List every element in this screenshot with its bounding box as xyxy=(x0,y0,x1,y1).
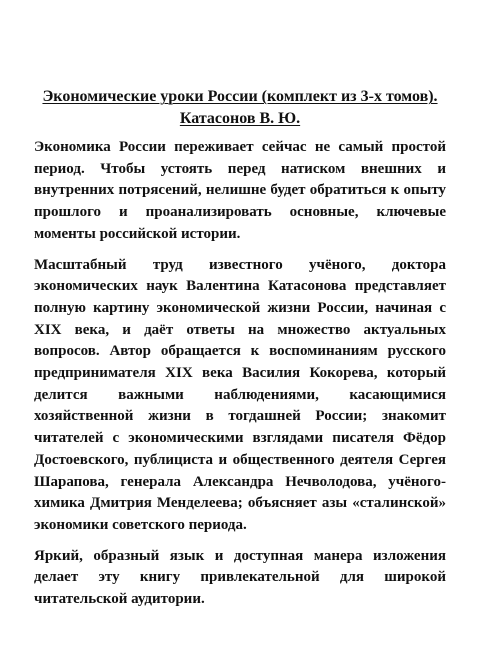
paragraph-conclusion: Яркий, образный язык и доступная манера изложения делает эту книгу привлекательной для широкой читательской аудитории. xyxy=(34,547,446,608)
paragraph-intro: Экономика России переживает сейчас не самый простой период. Чтобы устоять перед натиском внешних и внутренних потрясений, нелишне будет обратиться к опыту прошлого и проанализировать основные, ключевые моменты российской истории. xyxy=(34,139,446,242)
document-title: Экономические уроки России (комплект из 3-х томов). Катасонов В. Ю. xyxy=(42,88,438,127)
document-page xyxy=(34,86,446,620)
paragraph-body: Масштабный труд известного учёного, доктора экономических наук Валентина Катасонова представляет полную картину экономической жизни России, начиная с XIX века, и даёт ответы на множество актуальных вопросов. Автор обращается к воспоминаниям русского предпринимателя XIX века Василия Кокорева, который делится важными наблюдениями, касающимися хозяйственной жизни в тогдашней России; знакомит читателей с экономическими взглядами писателя Фёдор Достоевского, публициста и общественного деятеля Сергея Шарапова, генерала Александра Нечволодова, учёного-химика Дмитрия Менделеева; объясняет азы «сталинской» экономики советского периода. xyxy=(34,256,446,533)
